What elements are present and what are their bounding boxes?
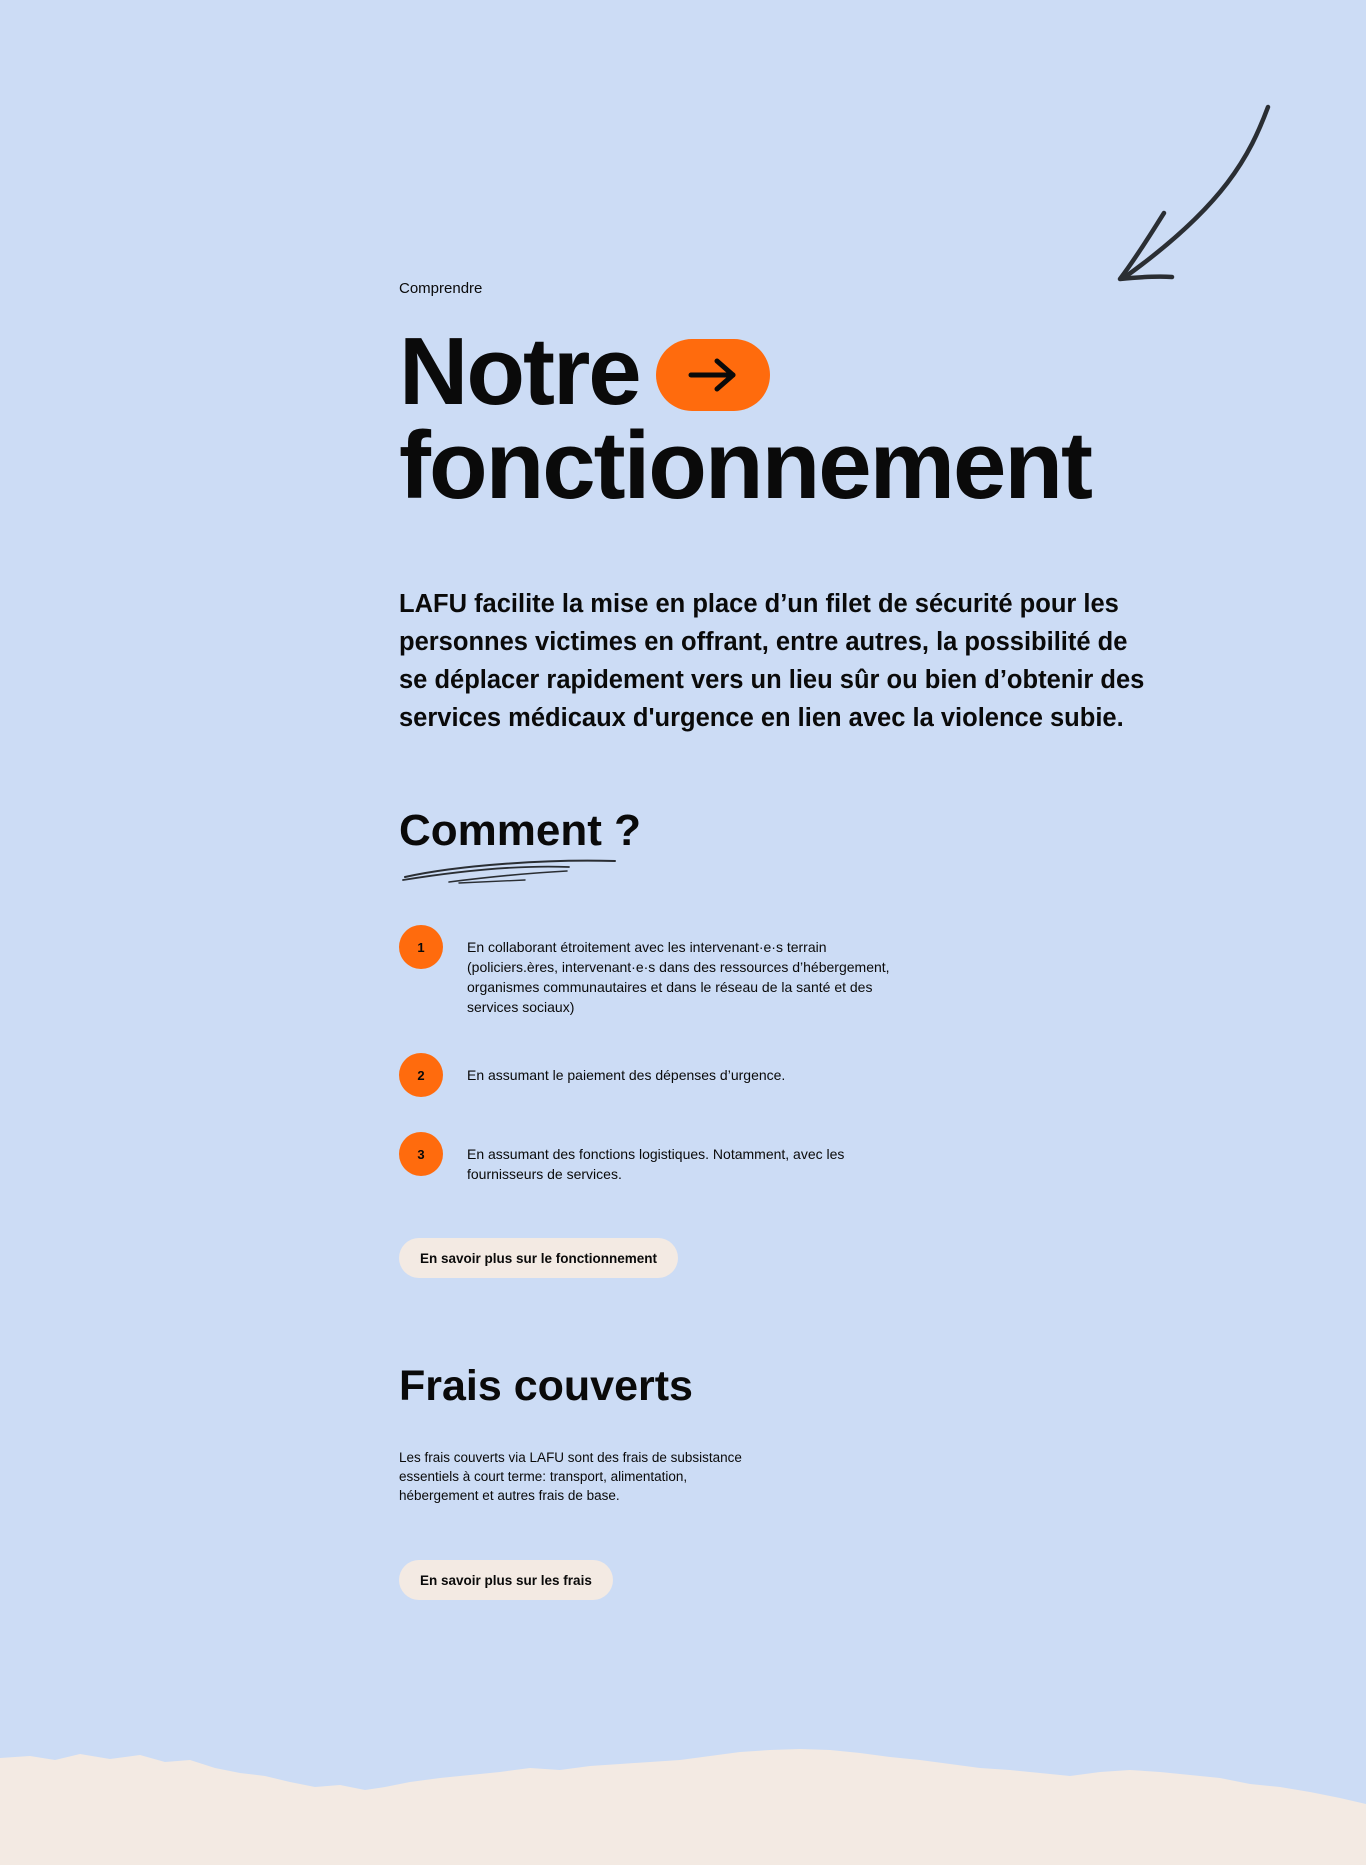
frais-title: Frais couverts <box>399 1362 693 1410</box>
comment-title: Comment ? <box>399 806 641 855</box>
page-title <box>399 318 1091 519</box>
learn-more-frais-button[interactable]: En savoir plus sur les frais <box>399 1560 613 1600</box>
title-arrow-button[interactable] <box>656 339 770 411</box>
scribble-underline-icon <box>399 855 619 885</box>
learn-more-fonctionnement-button[interactable]: En savoir plus sur le fonctionnement <box>399 1238 678 1278</box>
intro-paragraph: LAFU facilite la mise en place d’un filet de sécurité pour les personnes victimes en offrant, entre autres, la possibilité de se déplacer rapidement vers un lieu sûr ou bien d’obtenir des services médicaux d'urgence en lien avec la violence subie. <box>399 590 1145 732</box>
step-number-badge: 2 <box>399 1053 443 1097</box>
torn-paper-footer-edge <box>0 1740 1366 1865</box>
page-title-line1-wrap <box>399 318 1091 425</box>
step-number-badge: 1 <box>399 925 443 969</box>
step-text: En assumant le paiement des dépenses d’urgence. <box>467 1067 786 1083</box>
page-title-line2: fonctionnement <box>399 412 1091 519</box>
eyebrow-label: Comprendre <box>399 280 483 297</box>
step-text: En collaborant étroitement avec les intervenant·e·s terrain (policiers.ères, intervenant·e·s dans des ressources d’hébergement, organismes communautaires et dans le réseau de la santé et des services sociaux) <box>467 939 890 1015</box>
arrow-right-icon <box>687 357 739 393</box>
page-title-line1: Notre <box>399 318 640 425</box>
frais-paragraph: Les frais couverts via LAFU sont des frais de subsistance essentiels à court terme: transport, alimentation, hébergement et autres frais de base. <box>399 1450 742 1503</box>
hand-drawn-arrow-icon <box>1100 95 1285 295</box>
step-text: En assumant des fonctions logistiques. Notamment, avec les fournisseurs de services. <box>467 1146 845 1182</box>
step-number-badge: 3 <box>399 1132 443 1176</box>
